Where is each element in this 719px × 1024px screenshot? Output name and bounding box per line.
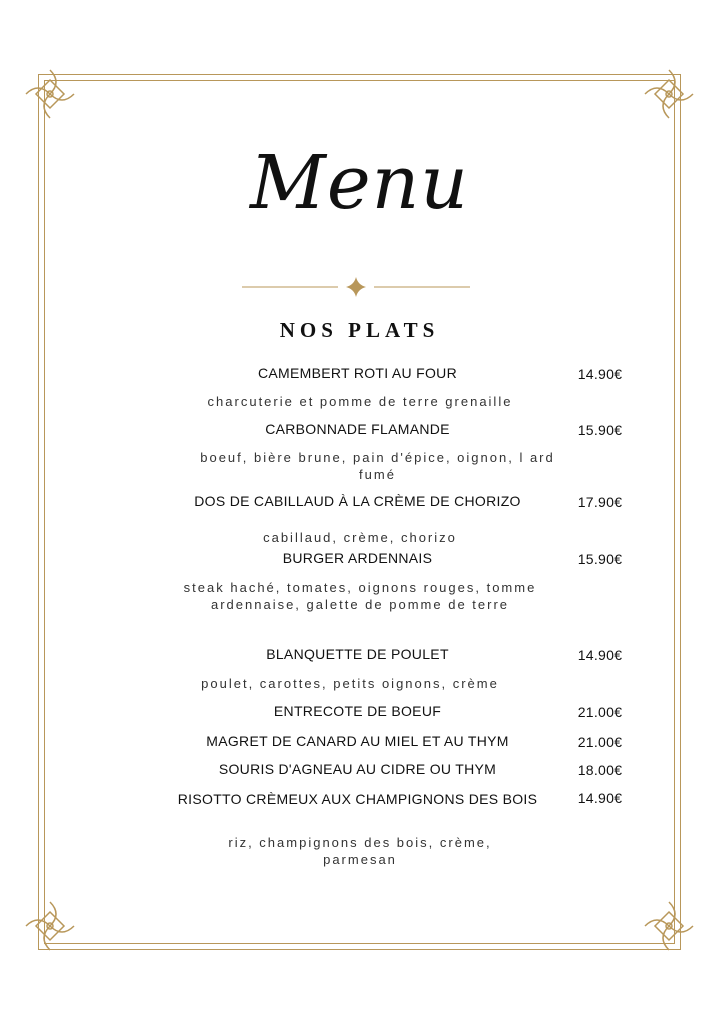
dish-name: DOS DE CABILLAUD À LA CRÈME DE CHORIZO [194,493,521,509]
dish-name: CAMEMBERT ROTI AU FOUR [258,365,457,381]
dish-name: MAGRET DE CANARD AU MIEL ET AU THYM [206,733,509,749]
dish-name: BLANQUETTE DE POULET [266,646,449,662]
corner-ornament-icon [18,62,82,126]
dish-name: CARBONNADE FLAMANDE [265,421,450,437]
dish-price: 14.90€ [577,647,623,663]
section-title: NOS PLATS [279,318,440,342]
dish-description: steak haché, tomates, oignons rouges, tomme ardennaise, galette de pomme de terre [183,580,537,612]
dish-price: 21.00€ [577,734,623,750]
dish-name: RISOTTO CRÈMEUX AUX CHAMPIGNONS DES BOIS [177,791,538,807]
dish-name: BURGER ARDENNAIS [282,550,433,566]
divider-star-icon [240,276,472,300]
dish-name: SOURIS D'AGNEAU AU CIDRE OU THYM [218,761,497,777]
dish-name: ENTRECOTE DE BOEUF [273,703,442,719]
dish-price: 14.90€ [577,366,623,382]
dish-description: boeuf, bière brune, pain d'épice, oignon, l ard fumé [200,450,555,482]
dish-description: poulet, carottes, petits oignons, crème [201,676,499,691]
dish-price: 15.90€ [577,551,623,567]
dish-description: cabillaud, crème, chorizo [263,530,457,545]
dish-description: riz, champignons des bois, crème, parmesan [228,835,492,867]
dish-price: 21.00€ [577,704,623,720]
corner-ornament-icon [18,894,82,958]
dish-price: 14.90€ [577,790,623,806]
dish-price: 15.90€ [577,422,623,438]
dish-description: charcuterie et pomme de terre grenaille [207,394,513,409]
corner-ornament-icon [637,62,701,126]
menu-title: Menu [250,140,469,226]
dish-price: 18.00€ [577,762,623,778]
dish-price: 17.90€ [577,494,623,510]
corner-ornament-icon [637,894,701,958]
